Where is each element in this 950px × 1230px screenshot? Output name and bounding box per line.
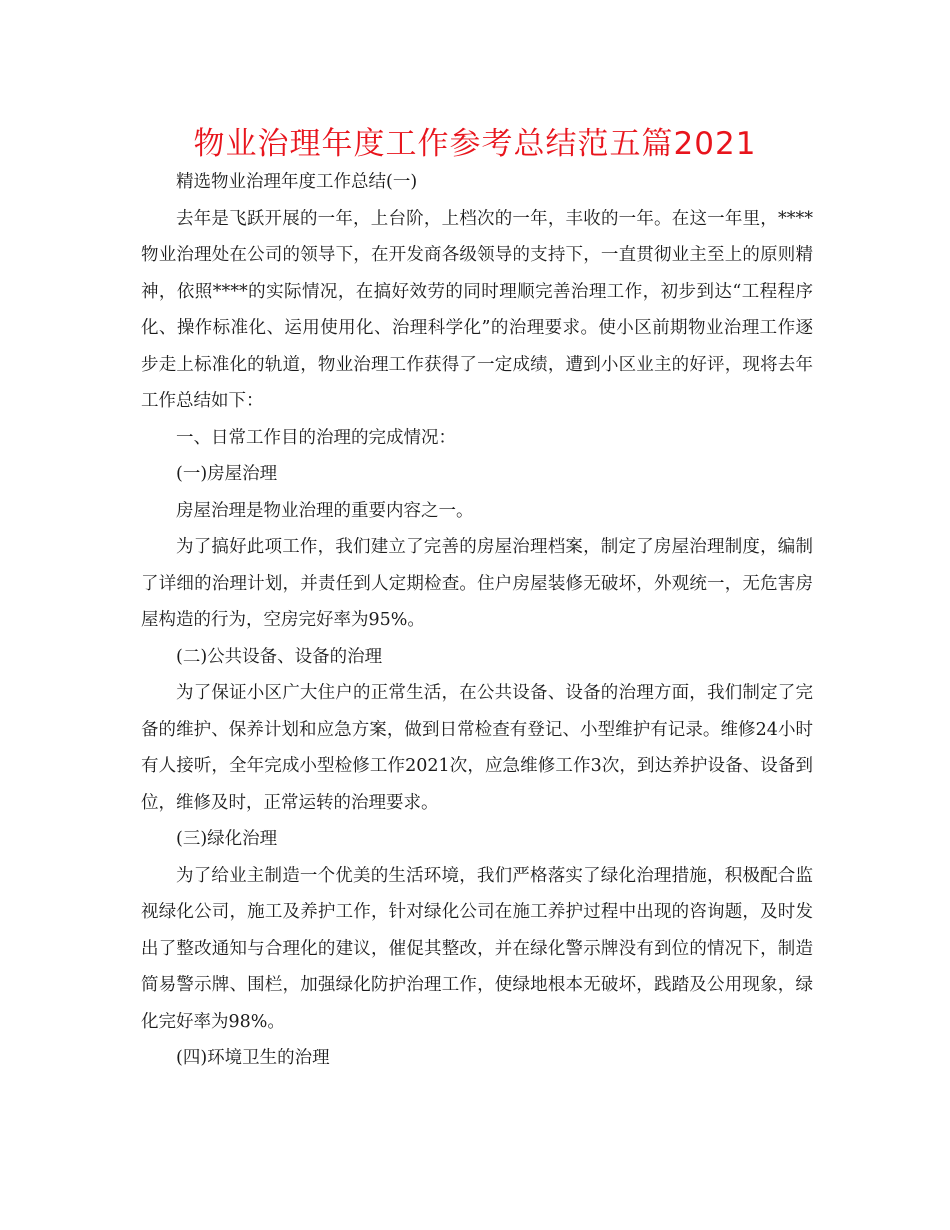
- subheading-greening: (三)绿化治理: [176, 829, 278, 849]
- section-subtitle: 精选物业治理年度工作总结(一): [176, 172, 418, 192]
- paragraph-housing-intro: 房屋治理是物业治理的重要内容之一。: [176, 500, 474, 521]
- paragraph-housing-details: 为了搞好此项工作，我们建立了完善的房屋治理档案，制定了房屋治理制度，编制了详细的治理计划，并责任到人定期检查。住户房屋装修无破坏，外观统一，无危害房屋构造的行为，空房完好率为95%。: [141, 537, 813, 630]
- paragraph-facilities: 为了保证小区广大住户的正常生活，在公共设备、设备的治理方面，我们制定了完备的维护、保养计划和应急方案，做到日常检查有登记、小型维护有记录。维修24小时有人接听，全年完成小型检修工作2021次，应急维修工作3次，到达养护设备、设备到位，维修及时，正常运转的治理要求。: [141, 683, 813, 813]
- paragraph-greening: 为了给业主制造一个优美的生活环境，我们严格落实了绿化治理措施，积极配合监视绿化公司，施工及养护工作，针对绿化公司在施工养护过程中出现的咨询题，及时发出了整改通知与合理化的建议，催促其整改，并在绿化警示牌没有到位的情况下，制造简易警示牌、围栏，加强绿化防护治理工作，使绿地根本无破坏，践踏及公用现象，绿化完好率为98%。: [141, 865, 813, 1032]
- section-heading-daily-work: 一、日常工作目的治理的完成情况：: [176, 427, 456, 448]
- subheading-sanitation: (四)环境卫生的治理: [176, 1048, 330, 1068]
- subheading-facilities: (二)公共设备、设备的治理: [176, 646, 383, 667]
- subheading-housing: (一)房屋治理: [176, 464, 278, 484]
- document-title: 物业治理年度工作参考总结范五篇2021: [193, 126, 757, 162]
- document-body: [141, 164, 813, 1077]
- paragraph-intro: 去年是飞跃开展的一年，上台阶，上档次的一年，丰收的一年。在这一年里，****物业治理处在公司的领导下，在开发商各级领导的支持下，一直贯彻业主至上的原则精神，依照****的实际情况，在搞好效劳的同时理顺完善治理工作，初步到达“工程程序化、操作标准化、运用使用化、治理科学化”的治理要求。使小区前期物业治理工作逐步走上标准化的轨道，物业治理工作获得了一定成绩，遭到小区业主的好评，现将去年工作总结如下：: [141, 208, 813, 411]
